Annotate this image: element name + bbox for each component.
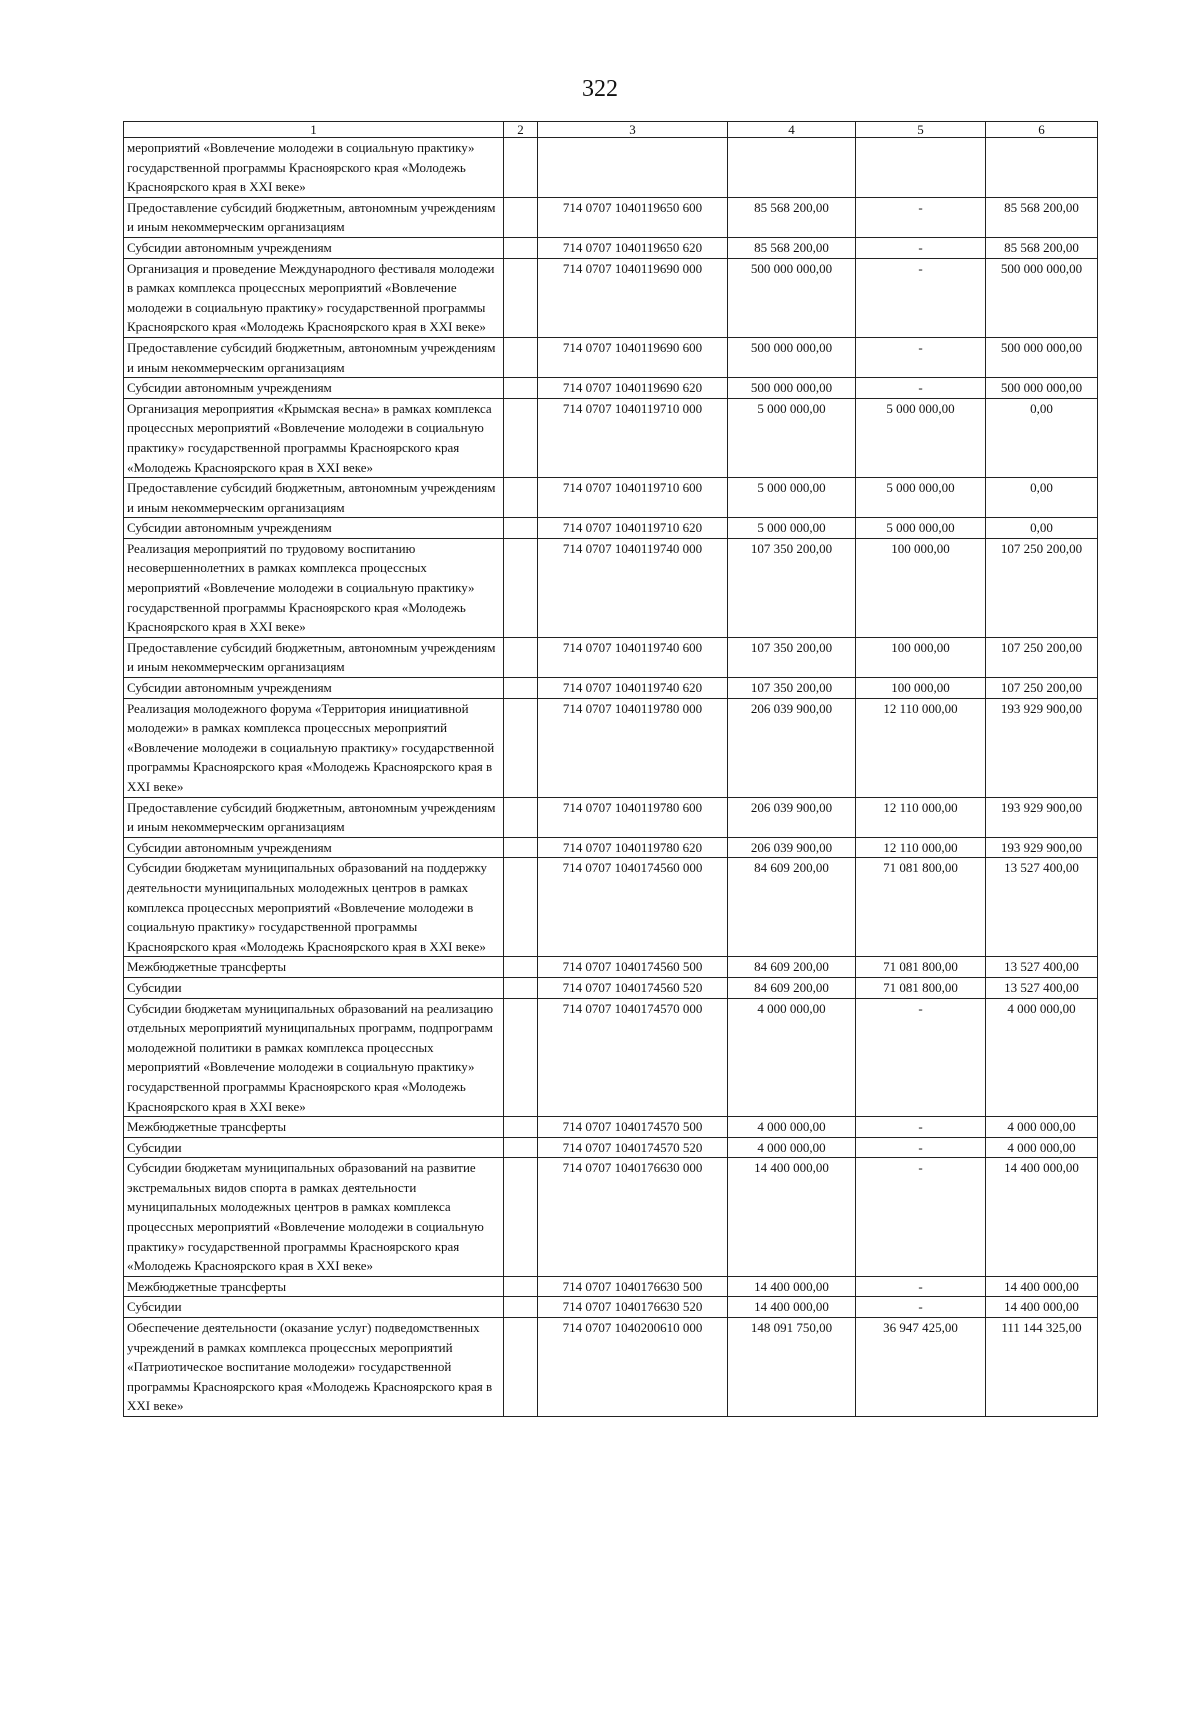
row-col2-cell [504,237,538,258]
row-amount-cell: 4 000 000,00 [728,998,856,1117]
table-row [124,858,1098,957]
row-col2-cell [504,518,538,539]
row-amount-cell: 107 250 200,00 [986,637,1098,677]
row-amount-cell: 193 929 900,00 [986,797,1098,837]
row-name-cell: Межбюджетные трансферты [124,1276,504,1297]
row-col2-cell [504,698,538,797]
table-row [124,797,1098,837]
row-col2-cell [504,258,538,337]
row-amount-cell: 148 091 750,00 [728,1318,856,1417]
row-amount-cell: 4 000 000,00 [728,1137,856,1158]
row-amount-cell: 5 000 000,00 [856,398,986,477]
row-amount-cell: 100 000,00 [856,538,986,637]
row-amount-cell: 14 400 000,00 [986,1297,1098,1318]
row-amount-cell: 12 110 000,00 [856,698,986,797]
row-amount-cell: 85 568 200,00 [986,237,1098,258]
row-name-cell: Предоставление субсидий бюджетным, автономным учреждениям и иным некоммерческим организациям [124,637,504,677]
row-code-cell: 714 0707 1040119780 620 [538,837,728,858]
row-amount-cell: 206 039 900,00 [728,797,856,837]
header-row [124,122,1098,138]
row-name-cell: Межбюджетные трансферты [124,1117,504,1138]
row-name-cell: Реализация мероприятий по трудовому воспитанию несовершеннолетних в рамках комплекса процессных мероприятий «Вовлечение молодежи в социальную практику» государственной программы Красноярского края «Молодежь Красноярского края в XXI веке» [124,538,504,637]
table-row [124,337,1098,377]
row-amount-cell: 5 000 000,00 [728,518,856,539]
row-amount-cell: 193 929 900,00 [986,698,1098,797]
row-name-cell: Реализация молодежного форума «Территория инициативной молодежи» в рамках комплекса процессных мероприятий «Вовлечение молодежи в социальную практику» государственной программы Красноярского края «Молодежь Красноярского края в XXI веке» [124,698,504,797]
row-amount-cell: 500 000 000,00 [986,258,1098,337]
row-amount-cell: 85 568 200,00 [728,237,856,258]
row-col2-cell [504,678,538,699]
row-amount-cell: 36 947 425,00 [856,1318,986,1417]
row-name-cell: Субсидии [124,977,504,998]
row-name-cell: Субсидии автономным учреждениям [124,237,504,258]
column-header: 6 [986,122,1098,138]
row-amount-cell: 500 000 000,00 [728,378,856,399]
row-col2-cell [504,398,538,477]
row-amount-cell: 12 110 000,00 [856,837,986,858]
row-amount-cell: 5 000 000,00 [856,478,986,518]
row-amount-cell: 84 609 200,00 [728,957,856,978]
row-amount-cell: - [856,1137,986,1158]
row-code-cell: 714 0707 1040174570 520 [538,1137,728,1158]
table-row [124,1276,1098,1297]
row-code-cell: 714 0707 1040119650 600 [538,197,728,237]
row-amount-cell: 206 039 900,00 [728,698,856,797]
row-amount-cell: 107 350 200,00 [728,678,856,699]
row-amount-cell: 14 400 000,00 [728,1276,856,1297]
row-amount-cell: - [856,378,986,399]
row-code-cell: 714 0707 1040119690 000 [538,258,728,337]
row-amount-cell: 500 000 000,00 [728,258,856,337]
row-amount-cell [728,138,856,198]
table-row [124,998,1098,1117]
row-name-cell: Организация и проведение Международного фестиваля молодежи в рамках комплекса процессных мероприятий «Вовлечение молодежи в социальную практику» государственной программы Красноярского края «Молодежь Красноярского края в XXI веке» [124,258,504,337]
row-code-cell: 714 0707 1040119780 600 [538,797,728,837]
table-row [124,1117,1098,1138]
row-amount-cell: 500 000 000,00 [986,337,1098,377]
row-col2-cell [504,1117,538,1138]
row-amount-cell: 0,00 [986,518,1098,539]
row-col2-cell [504,837,538,858]
row-name-cell: Субсидии автономным учреждениям [124,837,504,858]
row-col2-cell [504,538,538,637]
row-code-cell: 714 0707 1040200610 000 [538,1318,728,1417]
table-row [124,977,1098,998]
row-name-cell: Организация мероприятия «Крымская весна» в рамках комплекса процессных мероприятий «Вовлечение молодежи в социальную практику» государственной программы Красноярского края «Молодежь Красноярского края в XXI веке» [124,398,504,477]
row-amount-cell: 206 039 900,00 [728,837,856,858]
row-amount-cell: 13 527 400,00 [986,977,1098,998]
row-amount-cell: 13 527 400,00 [986,957,1098,978]
row-amount-cell: 4 000 000,00 [986,1117,1098,1138]
row-code-cell: 714 0707 1040176630 520 [538,1297,728,1318]
row-code-cell [538,138,728,198]
column-header: 3 [538,122,728,138]
row-amount-cell: 84 609 200,00 [728,858,856,957]
row-amount-cell: 14 400 000,00 [986,1276,1098,1297]
row-amount-cell [856,138,986,198]
row-col2-cell [504,337,538,377]
table-row [124,518,1098,539]
row-amount-cell [986,138,1098,198]
table-body [124,138,1098,1417]
row-col2-cell [504,197,538,237]
row-amount-cell: 5 000 000,00 [728,398,856,477]
row-col2-cell [504,797,538,837]
table-row [124,957,1098,978]
row-col2-cell [504,478,538,518]
column-header: 2 [504,122,538,138]
row-code-cell: 714 0707 1040174560 520 [538,977,728,998]
row-amount-cell: 4 000 000,00 [986,1137,1098,1158]
row-amount-cell: 14 400 000,00 [728,1297,856,1318]
row-code-cell: 714 0707 1040174560 000 [538,858,728,957]
row-col2-cell [504,998,538,1117]
row-amount-cell: 100 000,00 [856,678,986,699]
row-code-cell: 714 0707 1040119780 000 [538,698,728,797]
table-row [124,398,1098,477]
row-col2-cell [504,1318,538,1417]
row-code-cell: 714 0707 1040119690 600 [538,337,728,377]
row-amount-cell: 4 000 000,00 [986,998,1098,1117]
row-name-cell: Предоставление субсидий бюджетным, автономным учреждениям и иным некоммерческим организациям [124,197,504,237]
row-col2-cell [504,977,538,998]
column-header: 5 [856,122,986,138]
row-amount-cell: 500 000 000,00 [728,337,856,377]
row-amount-cell: 0,00 [986,398,1098,477]
row-name-cell: Обеспечение деятельности (оказание услуг) подведомственных учреждений в рамках комплекса процессных мероприятий «Патриотическое воспитание молодежи» государственной программы Красноярского края «Молодежь Красноярского края в XXI веке» [124,1318,504,1417]
row-code-cell: 714 0707 1040119650 620 [538,237,728,258]
table-row [124,478,1098,518]
row-amount-cell: 107 350 200,00 [728,538,856,637]
row-code-cell: 714 0707 1040119690 620 [538,378,728,399]
row-code-cell: 714 0707 1040174570 000 [538,998,728,1117]
row-amount-cell: - [856,258,986,337]
row-amount-cell: 107 250 200,00 [986,538,1098,637]
row-amount-cell: 14 400 000,00 [728,1158,856,1277]
row-code-cell: 714 0707 1040174570 500 [538,1117,728,1138]
row-name-cell: Субсидии [124,1137,504,1158]
row-amount-cell: - [856,237,986,258]
table-row [124,1318,1098,1417]
row-amount-cell: 85 568 200,00 [986,197,1098,237]
row-name-cell: Субсидии [124,1297,504,1318]
row-code-cell: 714 0707 1040119710 620 [538,518,728,539]
row-amount-cell: - [856,1297,986,1318]
row-name-cell: мероприятий «Вовлечение молодежи в социальную практику» государственной программы Красноярского края «Молодежь Красноярского края в XXI веке» [124,138,504,198]
row-amount-cell: 84 609 200,00 [728,977,856,998]
row-name-cell: Предоставление субсидий бюджетным, автономным учреждениям и иным некоммерческим организациям [124,797,504,837]
row-amount-cell: 193 929 900,00 [986,837,1098,858]
table-row [124,637,1098,677]
table-row [124,1297,1098,1318]
row-code-cell: 714 0707 1040119710 000 [538,398,728,477]
table-row [124,698,1098,797]
row-name-cell: Субсидии автономным учреждениям [124,678,504,699]
table-row [124,378,1098,399]
row-amount-cell: 12 110 000,00 [856,797,986,837]
table-row [124,678,1098,699]
row-amount-cell: - [856,998,986,1117]
row-col2-cell [504,1137,538,1158]
column-header: 1 [124,122,504,138]
row-name-cell: Предоставление субсидий бюджетным, автономным учреждениям и иным некоммерческим организациям [124,478,504,518]
row-col2-cell [504,858,538,957]
row-amount-cell: 111 144 325,00 [986,1318,1098,1417]
row-amount-cell: 107 350 200,00 [728,637,856,677]
row-col2-cell [504,957,538,978]
table-row [124,237,1098,258]
row-code-cell: 714 0707 1040119710 600 [538,478,728,518]
table-row [124,1158,1098,1277]
page-number: 322 [582,76,618,102]
row-amount-cell: 500 000 000,00 [986,378,1098,399]
row-amount-cell: 107 250 200,00 [986,678,1098,699]
row-amount-cell: 71 081 800,00 [856,977,986,998]
row-amount-cell: 100 000,00 [856,637,986,677]
row-amount-cell: - [856,1117,986,1138]
row-amount-cell: 5 000 000,00 [856,518,986,539]
row-code-cell: 714 0707 1040119740 000 [538,538,728,637]
row-amount-cell: 71 081 800,00 [856,858,986,957]
row-col2-cell [504,1158,538,1277]
table-row [124,197,1098,237]
table-row [124,1137,1098,1158]
row-col2-cell [504,637,538,677]
row-code-cell: 714 0707 1040176630 500 [538,1276,728,1297]
row-amount-cell: 0,00 [986,478,1098,518]
row-amount-cell: 13 527 400,00 [986,858,1098,957]
table-row [124,258,1098,337]
table-row [124,538,1098,637]
row-amount-cell: 85 568 200,00 [728,197,856,237]
row-name-cell: Субсидии автономным учреждениям [124,518,504,539]
row-code-cell: 714 0707 1040176630 000 [538,1158,728,1277]
row-code-cell: 714 0707 1040119740 600 [538,637,728,677]
row-name-cell: Субсидии автономным учреждениям [124,378,504,399]
row-amount-cell: - [856,337,986,377]
row-amount-cell: 71 081 800,00 [856,957,986,978]
row-col2-cell [504,138,538,198]
row-name-cell: Субсидии бюджетам муниципальных образований на поддержку деятельности муниципальных молодежных центров в рамках комплекса процессных мероприятий «Вовлечение молодежи в социальную практику» государственной программы Красноярского края «Молодежь Красноярского края в XXI веке» [124,858,504,957]
row-col2-cell [504,378,538,399]
row-name-cell: Субсидии бюджетам муниципальных образований на развитие экстремальных видов спорта в рамках деятельности муниципальных молодежных центров в рамках комплекса процессных мероприятий «Вовлечение молодежи в социальную практику» государственной программы Красноярского края «Молодежь Красноярского края в XXI веке» [124,1158,504,1277]
row-amount-cell: 4 000 000,00 [728,1117,856,1138]
budget-table [123,121,1098,1417]
row-name-cell: Предоставление субсидий бюджетным, автономным учреждениям и иным некоммерческим организациям [124,337,504,377]
row-amount-cell: 14 400 000,00 [986,1158,1098,1277]
row-code-cell: 714 0707 1040119740 620 [538,678,728,699]
row-name-cell: Субсидии бюджетам муниципальных образований на реализацию отдельных мероприятий муниципальных программ, подпрограмм молодежной политики в рамках комплекса процессных мероприятий «Вовлечение молодежи в социальную практику» государственной программы Красноярского края «Молодежь Красноярского края в XXI веке» [124,998,504,1117]
row-amount-cell: - [856,197,986,237]
row-code-cell: 714 0707 1040174560 500 [538,957,728,978]
table-row [124,837,1098,858]
row-amount-cell: 5 000 000,00 [728,478,856,518]
row-col2-cell [504,1276,538,1297]
row-col2-cell [504,1297,538,1318]
row-amount-cell: - [856,1276,986,1297]
table-row [124,138,1098,198]
row-amount-cell: - [856,1158,986,1277]
column-header: 4 [728,122,856,138]
row-name-cell: Межбюджетные трансферты [124,957,504,978]
